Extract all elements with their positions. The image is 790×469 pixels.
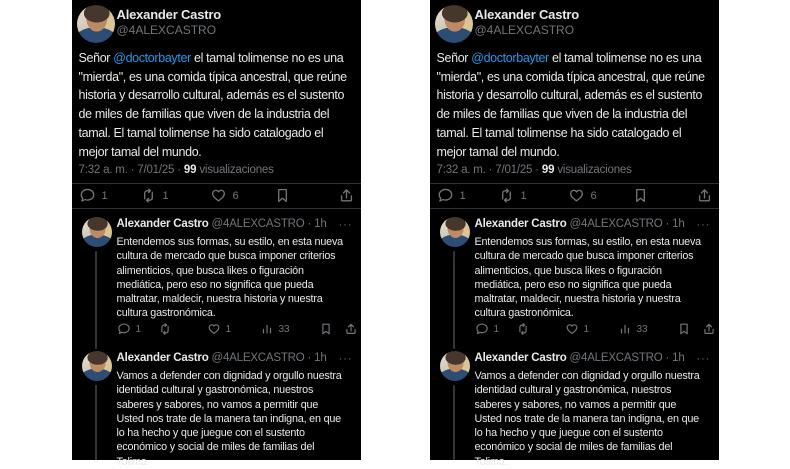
display-name[interactable]: Alexander Castro [474, 218, 567, 230]
reply-text-line: Usted nos trate de la manera tan indigna, en que [474, 412, 699, 425]
reply-text-line: cultura de mercado que busca imponer criterios [116, 250, 336, 263]
heart-icon [565, 322, 579, 336]
reply-text-line: cultura de mercado que busca imponer criterios [474, 250, 694, 263]
reply-text-line: mediática, pero eso no significa que pueda [474, 278, 672, 291]
tweet-text-segment: el tamal tolimense no es una [193, 51, 344, 65]
share-button[interactable] [696, 187, 713, 204]
reply-header [117, 352, 327, 364]
thread-connector-line [95, 385, 97, 460]
views-button[interactable] [618, 322, 648, 336]
bookmark-icon [319, 322, 333, 336]
like-button[interactable] [565, 322, 590, 336]
like-button[interactable] [568, 187, 597, 204]
time-posted: 7:32 a. m. [78, 164, 128, 176]
dot-separator: · [177, 164, 181, 176]
reply-button[interactable] [475, 322, 500, 336]
retweet-icon [498, 187, 515, 204]
views-label: visualizaciones [557, 164, 632, 176]
user-handle[interactable]: @4ALEXCASTRO [474, 23, 575, 37]
bookmark-button[interactable] [677, 322, 691, 336]
reply-text-line: Vamos a defender con dignidad y orgullo nuestra [116, 370, 342, 382]
analytics-bars-icon [618, 322, 632, 336]
time-posted: 7:32 a. m. [436, 164, 486, 176]
divider [430, 208, 719, 209]
views-count: 99 [183, 164, 197, 176]
reply-age: 1h [314, 218, 327, 230]
timestamp [79, 164, 274, 176]
like-button[interactable] [210, 187, 239, 204]
tweet-text-line: de miles de familias que viven de la industria del [436, 107, 688, 122]
reply-text-line: maltratar, maldecir, nuestra historia y nuestra [474, 293, 681, 306]
thread-connector-line [453, 251, 455, 349]
avatar[interactable] [440, 351, 470, 381]
tweet-text-line [437, 49, 705, 68]
user-handle[interactable]: @4ALEXCASTRO [116, 23, 217, 37]
thread-connector-line [453, 385, 455, 460]
share-button[interactable] [702, 322, 716, 336]
reply-icon [79, 187, 96, 204]
reply-text-line: cultura gastronómica. [116, 307, 216, 320]
dot-separator: · [665, 218, 670, 230]
user-handle[interactable]: @4ALEXCASTRO [569, 352, 663, 364]
reply-text-line: Entendemos sus formas, su estilo, en esta nueva [116, 236, 343, 248]
reply-text-line: Tolima. [474, 455, 508, 468]
retweet-button[interactable] [158, 322, 172, 336]
reply-age: 1h [314, 352, 327, 364]
reply-button[interactable] [79, 187, 108, 204]
views-count: 33 [278, 323, 290, 335]
reply-text-line: saberes y sabores, no vamos a permitir que [474, 398, 677, 411]
retweet-icon [158, 322, 172, 336]
dot-separator: · [488, 164, 493, 176]
analytics-bars-icon [260, 322, 274, 336]
reply-text-line: mediática, pero eso no significa que pueda [116, 278, 314, 291]
retweet-icon [140, 187, 157, 204]
views-button[interactable] [260, 322, 290, 336]
more-options-icon[interactable]: ··· [338, 353, 353, 365]
reply-icon [475, 322, 489, 336]
dot-separator: · [535, 164, 539, 176]
dot-separator: · [665, 352, 670, 364]
reply-count: 1 [135, 323, 142, 335]
reply-text-line: identidad cultural y gastronómica, nuestros [116, 384, 314, 397]
reply-header [475, 352, 685, 364]
tweet-text-line: de miles de familias que viven de la industria del [78, 107, 330, 122]
reply-text-line: lo ha hecho y que juegue con el sustento [474, 427, 663, 440]
like-count: 1 [225, 323, 232, 335]
views-count: 33 [636, 323, 648, 335]
display-name[interactable]: Alexander Castro [116, 218, 209, 230]
tweet-text [437, 49, 705, 161]
retweet-button[interactable] [140, 187, 169, 204]
reply-text-line: cultura gastronómica. [474, 307, 574, 320]
reply-text-line: alimenticios, que busca likes o figuración [116, 264, 304, 277]
heart-icon [210, 187, 227, 204]
tweet-text-line: historia y desarrollo cultural, además es el sustento [436, 88, 703, 103]
like-button[interactable] [207, 322, 232, 336]
more-options-icon[interactable]: ··· [696, 353, 711, 365]
views-label: visualizaciones [199, 164, 274, 176]
display-name[interactable]: Alexander Castro [116, 7, 221, 22]
date-posted: 7/01/25 [137, 164, 175, 176]
user-handle[interactable]: @4ALEXCASTRO [211, 218, 305, 230]
tweet-text-line: "mierda", es una comida típica ancestral, que reúne [78, 69, 347, 84]
reply-text-line: Entendemos sus formas, su estilo, en esta nueva [474, 236, 701, 248]
tweet-text-segment: Señor [436, 51, 469, 65]
avatar[interactable] [435, 5, 473, 43]
dot-separator: · [130, 164, 135, 176]
reply-icon [117, 322, 131, 336]
reply-age: 1h [672, 218, 685, 230]
share-button[interactable] [338, 187, 355, 204]
tweet-text-line: historia y desarrollo cultural, además es el sustento [78, 88, 345, 103]
tweet-panel [430, 0, 719, 468]
reply-text-line: alimenticios, que busca likes o figuración [474, 264, 662, 277]
reply-text-line: identidad cultural y gastronómica, nuestros [474, 384, 672, 397]
reply-text-line: económico y social de miles de familias del [474, 441, 673, 454]
reply-text-line: Tolima. [116, 455, 150, 468]
reply-text [117, 369, 342, 469]
display-name[interactable]: Alexander Castro [474, 7, 579, 22]
bookmark-button[interactable] [632, 187, 649, 204]
mention-link[interactable]: @doctorbayter [113, 51, 191, 65]
more-options-icon[interactable]: ··· [338, 219, 353, 231]
reply-text-line: lo ha hecho y que juegue con el sustento [116, 427, 305, 440]
tweet-text-line: mejor tamal del mundo. [78, 144, 202, 159]
tweet-text-segment: Señor [78, 51, 111, 65]
reply-text [475, 369, 700, 469]
retweet-count: 1 [520, 189, 527, 202]
reply-count: 1 [493, 323, 500, 335]
like-count: 6 [232, 189, 239, 202]
like-count: 6 [590, 189, 597, 202]
reply-icon [437, 187, 454, 204]
like-count: 1 [583, 323, 590, 335]
bookmark-icon [632, 187, 649, 204]
reply-button[interactable] [437, 187, 466, 204]
divider [430, 183, 719, 184]
reply-count: 1 [101, 189, 108, 202]
tweet-text-line: mejor tamal del mundo. [436, 144, 560, 159]
reply-text [117, 235, 343, 321]
divider [72, 183, 361, 184]
reply-button[interactable] [117, 322, 142, 336]
retweet-icon [516, 322, 530, 336]
share-icon [344, 322, 358, 336]
reply-header [475, 218, 685, 230]
tweet-text-line [79, 49, 347, 68]
tweet-panel [72, 0, 361, 468]
reply-text-line: maltratar, maldecir, nuestra historia y nuestra [116, 293, 323, 306]
retweet-button[interactable] [498, 187, 527, 204]
avatar[interactable] [82, 351, 112, 381]
avatar[interactable] [440, 217, 470, 247]
reply-header [117, 218, 327, 230]
tweet-text-line: tamal. El tamal tolimense ha sido catalogado el [78, 125, 324, 140]
tweet-text-line: "mierda", es una comida típica ancestral, que reúne [436, 69, 705, 84]
tweet-text [79, 49, 347, 161]
reply-count: 1 [459, 189, 466, 202]
heart-icon [207, 322, 221, 336]
tweet-text-segment: el tamal tolimense no es una [551, 51, 702, 65]
reply-text-line: económico y social de miles de familias del [116, 441, 315, 454]
reply-text [475, 235, 701, 321]
reply-text-line: saberes y sabores, no vamos a permitir que [116, 398, 319, 411]
bookmark-button[interactable] [319, 322, 333, 336]
dot-separator: · [307, 218, 312, 230]
reply-age: 1h [672, 352, 685, 364]
timestamp [437, 164, 632, 176]
display-name[interactable]: Alexander Castro [474, 352, 567, 364]
dot-separator: · [307, 352, 312, 364]
share-icon [696, 187, 713, 204]
tweet-text-line: tamal. El tamal tolimense ha sido catalogado el [436, 125, 682, 140]
date-posted: 7/01/25 [495, 164, 533, 176]
user-handle[interactable]: @4ALEXCASTRO [211, 352, 305, 364]
reply-text-line: Usted nos trate de la manera tan indigna, en que [116, 412, 341, 425]
divider [72, 208, 361, 209]
retweet-button[interactable] [516, 322, 530, 336]
user-handle[interactable]: @4ALEXCASTRO [569, 218, 663, 230]
views-count: 99 [541, 164, 555, 176]
heart-icon [568, 187, 585, 204]
share-icon [338, 187, 355, 204]
share-icon [702, 322, 716, 336]
thread-connector-line [95, 251, 97, 349]
retweet-count: 1 [162, 189, 169, 202]
bookmark-icon [274, 187, 291, 204]
reply-text-line: Vamos a defender con dignidad y orgullo nuestra [474, 370, 700, 382]
mention-link[interactable]: @doctorbayter [471, 51, 549, 65]
display-name[interactable]: Alexander Castro [116, 352, 209, 364]
avatar[interactable] [82, 217, 112, 247]
share-button[interactable] [344, 322, 358, 336]
bookmark-button[interactable] [274, 187, 291, 204]
more-options-icon[interactable]: ··· [696, 219, 711, 231]
bookmark-icon [677, 322, 691, 336]
avatar[interactable] [77, 5, 115, 43]
